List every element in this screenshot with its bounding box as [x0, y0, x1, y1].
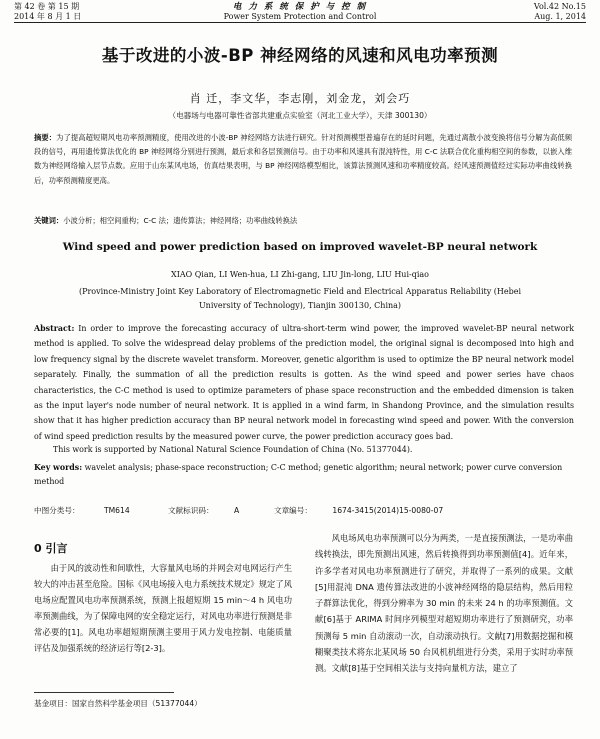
paper-title-en: Wind speed and power prediction based on improved wavelet-BP neural network — [62, 241, 538, 253]
header-date-en: Aug. 1, 2014 — [534, 12, 586, 21]
doc-label: 文献标识码： — [168, 506, 214, 515]
header-journal-cn: 电 力 系 统 保 护 与 控 制 — [232, 2, 368, 12]
keywords-cn-label: 关键词： — [34, 216, 64, 225]
keywords-en-text: wavelet analysis; phase-space reconstruction; C-C method; genetic algorithm; neural network; power curve conversion method — [34, 463, 563, 486]
funding-footnote: 基金项目：国家自然科学基金项目（51377044） — [34, 699, 202, 708]
section-heading-introduction: 0 引言 — [34, 542, 68, 555]
keywords-cn-text: 小波分析；相空间重构；C-C 法；遗传算法；神经网络；功率曲线转换法 — [63, 216, 298, 225]
keywords-cn — [34, 216, 572, 226]
body-column-left: 由于风的波动性和间歇性，大容量风电场的并网会对电网运行产生较大的冲击甚至危险。国标《风电场接入电力系统技术规定》规定了风电场应配置风电功率预测系统，预测上报超短期 15 min～4 h 风电功率预测曲线，为了保障电网的安全稳定运行，对风电功率进行预测是非常必要的[1]。风电功率超短期预测主要用于风力发电控制、电能质量评估及加强系统的经济运行等[2-3]。 — [34, 563, 292, 653]
article-number — [274, 505, 443, 516]
keywords-en — [34, 461, 574, 489]
keywords-en-label: Key words: — [34, 463, 83, 472]
abstract-en — [34, 321, 574, 444]
authors-cn: 肖 迁，李文华，李志刚，刘金龙，刘会巧 — [189, 92, 411, 105]
header-divider — [14, 22, 586, 23]
funding-statement-en: This work is supported by National Natural Science Foundation of China (No. 51377044). — [53, 445, 413, 454]
article-label: 文章编号： — [274, 506, 312, 515]
affiliation-cn: （电器场与电器可靠性省部共建重点实验室（河北工业大学），天津 300130） — [168, 111, 432, 120]
header-journal-en: Power System Protection and Control — [223, 12, 377, 21]
header-volume-issue-en — [534, 2, 586, 22]
header-volume-en: Vol.42 No.15 — [533, 2, 586, 11]
authors-en: XIAO Qian, LI Wen-hua, LI Zhi-gang, LIU Jin-long, LIU Hui-qiao — [171, 270, 429, 279]
clc-value: TM614 — [103, 506, 130, 515]
affiliation-en: (Province-Ministry Joint Key Laboratory of Electromagnetic Field and Electrical Apparatus Reliability (Hebei University of Technology), Tianjin 300130, China) — [78, 287, 522, 310]
abstract-en-text: In order to improve the forecasting accuracy of ultra-short-term wind power, the improved wavelet-BP neural network method is applied. To solve the widespread delay problems of the prediction model, the original signal is decomposed into high and low frequency signal by the discrete wavelet transform. Moreover, genetic algorithm is used to optimize the BP neural network model separately. Finally, the summation of all the prediction results is gotten. As the wind speed and power series have chaos characteristics, the C-C method is used to optimize parameters of phase space reconstruction and the embedded dimension is taken as the input layer's node number of neural network. It is applied in a wind farm, in Shandong Province, and the simulation results show that it has higher prediction accuracy than BP neural network model in forecasting wind speed and power. With the conversion of wind speed prediction results by the measured power curve, the power prediction accuracy goes bad. — [34, 324, 575, 441]
article-value: 1674-3415(2014)15-0080-07 — [332, 506, 444, 515]
abstract-cn — [34, 131, 572, 188]
abstract-en-label: Abstract: — [34, 324, 75, 333]
paper-title-cn: 基于改进的小波-BP 神经网络的风速和风电功率预测 — [101, 46, 499, 65]
header-volume: 第 42 卷 第 15 期 — [14, 2, 80, 11]
header-date-cn: 2014 年 8 月 1 日 — [14, 12, 82, 21]
abstract-cn-label: 摘要： — [34, 133, 57, 142]
clc-label: 中图分类号： — [34, 506, 80, 515]
abstract-cn-text: 为了提高超短期风电功率预测精度，使用改进的小波-BP 神经网络方法进行研究。针对预测模型普遍存在的延时问题，先通过离散小波变换将信号分解为高低频段的信号，再用遗传算法优化的 BP 神经网络分别进行预测，最后求和各层预测信号。由于功率和风速具有混沌特性，用 C-C 法联合优化重构相空间的参数，以嵌入维数为神经网络输入层节点数。应用于山东某风电场，仿真结果表明，与 BP 神经网络模型相比，该算法预测风速和功率精度较高。经风速预测值经过实际功率曲线转换后，功率预测精度更高。 — [34, 133, 573, 185]
clc-number — [34, 505, 130, 516]
journal-header — [0, 0, 600, 24]
document-code — [168, 505, 239, 516]
header-journal-name — [0, 2, 600, 22]
body-column-right: 风电场风电功率预测可以分为两类，一是直接预测法，一是功率曲线转换法，即先预测出风速，然后转换得到功率预测值[4]。近年来，许多学者对风电功率预测进行了研究，并取得了一系列的成果。文献[5]用混沌 DNA 遗传算法改进的小波神经网络的隐层结构，然后用粒子群算法优化，得到分辨率为 30 min 的未来 24 h 的功率预测值。文献[6]基于 ARIMA 时间序列模型对超短期功率进行了预测研究，功率预测每 5 min 自动滚动一次，自动滚动执行。文献[7]用数据挖掘和模糊聚类技术将东北某风场 50 台风机机组进行分类，采用于实时功率预测。文献[8]基于空间相关法与支持向量机方法，建立了 — [315, 533, 573, 674]
doc-value: A — [233, 506, 240, 515]
footnote-divider — [34, 692, 174, 693]
